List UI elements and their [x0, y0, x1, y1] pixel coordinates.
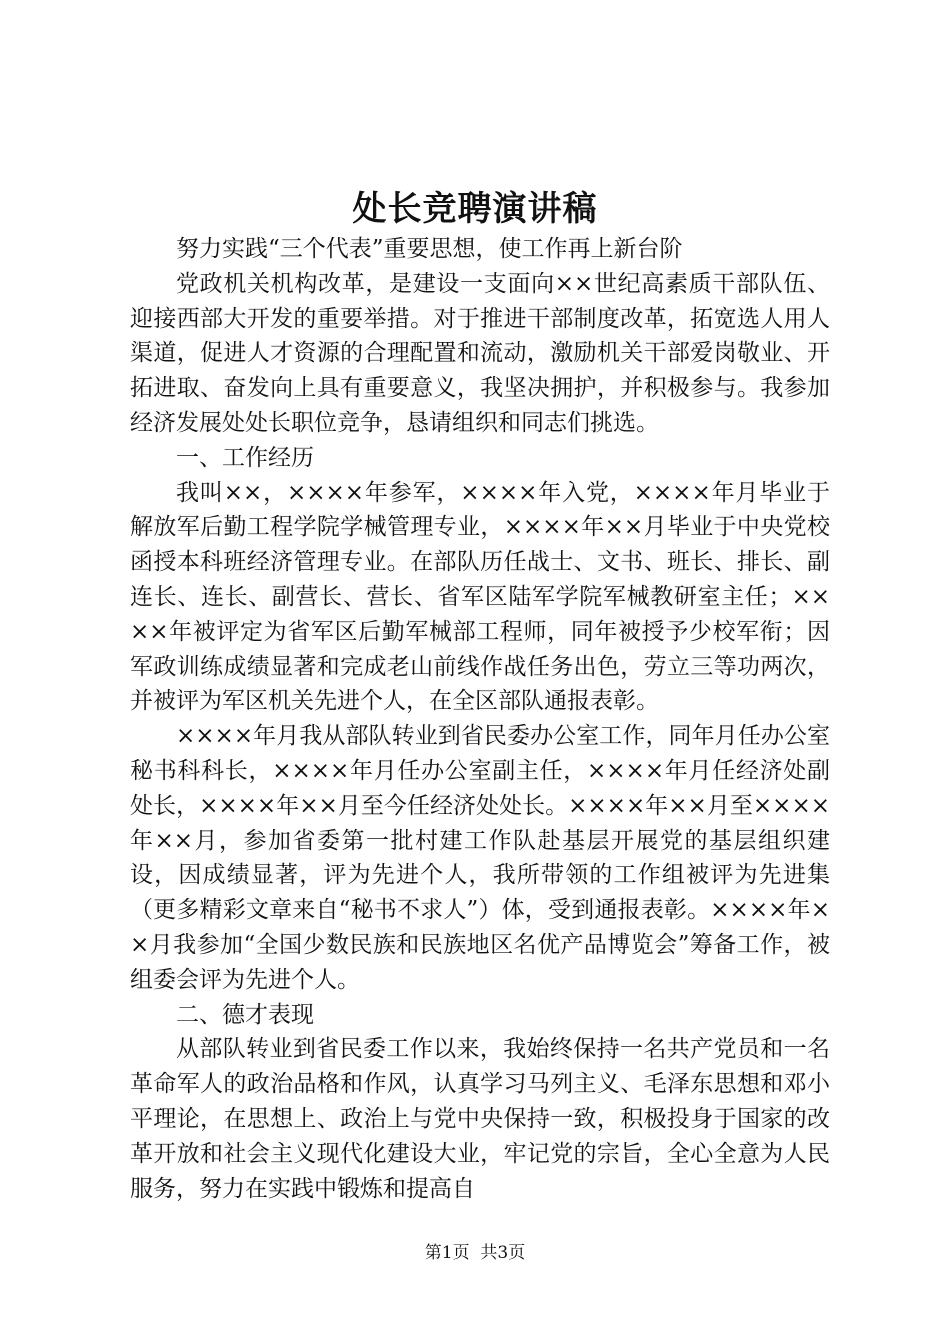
subtitle-paragraph: 努力实践“三个代表”重要思想，使工作再上新台阶	[176, 236, 683, 262]
work-experience-paragraph-1: 我叫××，××××年参军，××××年入党，××××年月毕业于解放军后勤工程学院学械管理专业，××××年××月毕业于中央党校函授本科班经济管理专业。在部队历任战士、文书、班长、排长、副连长、连长、副营长、营长、省军区陆军学院军械教研室主任；××××年被评定为省军区后勤军械部工程师，同年被授予少校军衔；因军政训练成绩显著和完成老山前线作战任务出色，劳立三等功两次，并被评为军区机关先进个人，在全区部队通报表彰。	[130, 479, 830, 715]
document-title: 处长竞聘演讲稿	[352, 189, 598, 229]
page-footer	[0, 1241, 950, 1265]
section-heading-performance: 二、德才表现	[176, 1001, 314, 1028]
document-body	[130, 232, 830, 1206]
page-number: 第1页 共3页	[424, 1243, 526, 1263]
intro-paragraph: 党政机关机构改革，是建设一支面向××世纪高素质干部队伍、迎接西部大开发的重要举措。对于推进干部制度改革，拓宽选人用人渠道，促进人才资源的合理配置和流动，激励机关干部爱岗敬业、开拓进取、奋发向上具有重要意义，我坚决拥护，并积极参与。我参加经济发展处处长职位竞争，恳请组织和同志们挑选。	[130, 270, 830, 436]
work-experience-paragraph-2: ××××年月我从部队转业到省民委办公室工作，同年月任办公室秘书科科长，××××年月任办公室副主任，××××年月任经济处副处长，××××年××月至今任经济处处长。××××年××月至××××年××月，参加省委第一批村建工作队赴基层开展党的基层组织建设，因成绩显著，评为先进个人，我所带领的工作组被评为先进集（更多精彩文章来自“秘书不求人”）体，受到通报表彰。××××年××月我参加“全国少数民族和民族地区名优产品博览会”筹备工作，被组委会评为先进个人。	[130, 723, 830, 993]
section-heading-work-experience: 一、工作经历	[176, 444, 314, 471]
performance-paragraph: 从部队转业到省民委工作以来，我始终保持一名共产党员和一名革命军人的政治品格和作风，认真学习马列主义、毛泽东思想和邓小平理论，在思想上、政治上与党中央保持一致，积极投身于国家的改革开放和社会主义现代化建设大业，牢记党的宗旨，全心全意为人民服务，努力在实践中锻炼和提高自	[130, 1036, 830, 1202]
